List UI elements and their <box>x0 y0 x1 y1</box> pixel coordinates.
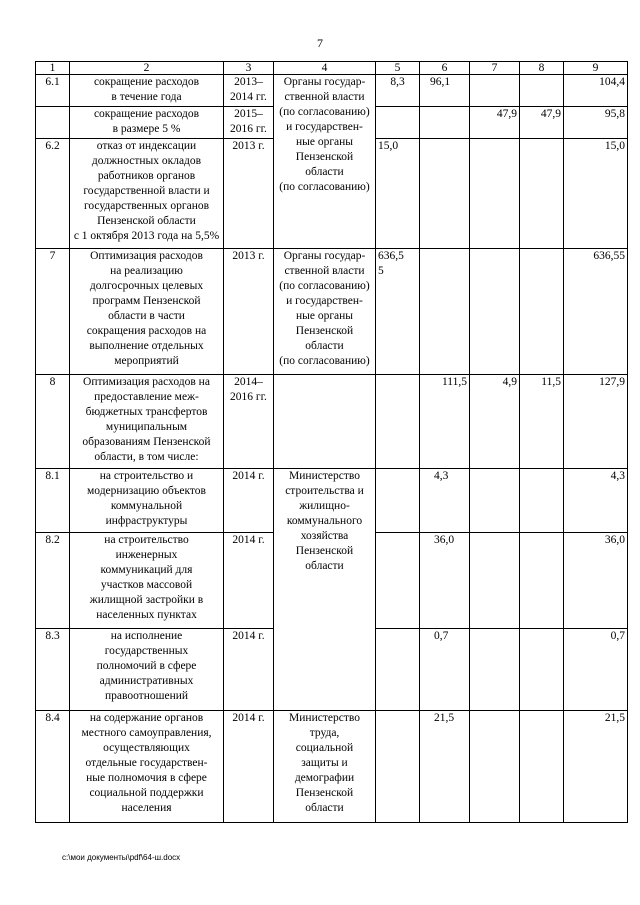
responsible-executor: Министерство труда, социальной защиты и демографии Пензенской области <box>274 711 376 823</box>
measure-description: сокращение расходов в размере 5 % <box>70 107 224 139</box>
value-total: 0,7 <box>564 629 628 711</box>
value-col5: 15,0 <box>376 139 420 249</box>
value-col6 <box>420 139 470 249</box>
period: 2014 г. <box>224 469 274 533</box>
header-cell: 5 <box>376 62 420 75</box>
value-col7 <box>470 711 520 823</box>
value-col7 <box>470 533 520 629</box>
value-col5 <box>376 629 420 711</box>
measure-description: на строительство и модернизацию объектов коммунальной инфраструктуры <box>70 469 224 533</box>
value-col8 <box>520 75 564 107</box>
value-col8 <box>520 629 564 711</box>
value-total: 95,8 <box>564 107 628 139</box>
header-cell: 9 <box>564 62 628 75</box>
value-col5 <box>376 107 420 139</box>
value-col8 <box>520 469 564 533</box>
file-path-footer: c:\мои документы\pdf\64-ш.docx <box>62 853 181 862</box>
value-col8 <box>520 139 564 249</box>
value-col6: 36,0 <box>420 533 470 629</box>
measure-description: Оптимизация расходов на предоставление меж- бюджетных трансфертов муниципальным образованиям Пензенской области, в том числе: <box>70 375 224 469</box>
responsible-executor: Министерство строительства и жилищно- коммунального хозяйства Пензенской области <box>274 469 376 711</box>
value-col7 <box>470 139 520 249</box>
period: 2013 г. <box>224 139 274 249</box>
value-col6: 0,7 <box>420 629 470 711</box>
responsible-executor <box>274 375 376 469</box>
value-total: 104,4 <box>564 75 628 107</box>
value-col5 <box>376 711 420 823</box>
budget-table <box>35 61 628 823</box>
value-total: 36,0 <box>564 533 628 629</box>
value-col5: 8,3 <box>376 75 420 107</box>
responsible-executor: Органы государ- ственной власти (по согласованию) и государствен- ные органы Пензенской области (по согласованию) <box>274 75 376 249</box>
value-col7: 4,9 <box>470 375 520 469</box>
period: 2013– 2014 гг. <box>224 75 274 107</box>
value-col8 <box>520 711 564 823</box>
period: 2014 г. <box>224 533 274 629</box>
value-col6: 21,5 <box>420 711 470 823</box>
period: 2014 г. <box>224 629 274 711</box>
value-total: 15,0 <box>564 139 628 249</box>
header-cell: 7 <box>470 62 520 75</box>
measure-description: на строительство инженерных коммуникаций для участков массовой жилищной застройки в населенных пунктах <box>70 533 224 629</box>
table-row <box>36 469 628 533</box>
measure-description: отказ от индексации должностных окладов работников органов государственной власти и государственных органов Пензенской области с 1 октября 2013 года на 5,5% <box>70 139 224 249</box>
value-col6: 96,1 <box>420 75 470 107</box>
value-col7 <box>470 629 520 711</box>
value-col8: 47,9 <box>520 107 564 139</box>
row-number: 8.1 <box>36 469 70 533</box>
row-number: 8.2 <box>36 533 70 629</box>
value-col6: 4,3 <box>420 469 470 533</box>
period: 2015– 2016 гг. <box>224 107 274 139</box>
measure-description: Оптимизация расходов на реализацию долгосрочных целевых программ Пензенской области в части сокращения расходов на выполнение отдельных мероприятий <box>70 249 224 375</box>
value-col8 <box>520 533 564 629</box>
value-col5 <box>376 469 420 533</box>
header-cell: 4 <box>274 62 376 75</box>
header-row <box>36 62 628 75</box>
header-cell: 8 <box>520 62 564 75</box>
row-number: 6.1 <box>36 75 70 107</box>
value-col6 <box>420 107 470 139</box>
row-number: 8.3 <box>36 629 70 711</box>
value-col7 <box>470 249 520 375</box>
value-col6: 111,5 <box>420 375 470 469</box>
table-row <box>36 249 628 375</box>
value-col7 <box>470 469 520 533</box>
responsible-executor: Органы государ- ственной власти (по согласованию) и государствен- ные органы Пензенской области (по согласованию) <box>274 249 376 375</box>
value-col8 <box>520 249 564 375</box>
table-row <box>36 75 628 107</box>
header-cell: 3 <box>224 62 274 75</box>
value-total: 21,5 <box>564 711 628 823</box>
value-col5 <box>376 533 420 629</box>
value-col7: 47,9 <box>470 107 520 139</box>
table-row <box>36 711 628 823</box>
header-cell: 6 <box>420 62 470 75</box>
value-col6 <box>420 249 470 375</box>
header-cell: 1 <box>36 62 70 75</box>
period: 2014 г. <box>224 711 274 823</box>
value-col8: 11,5 <box>520 375 564 469</box>
value-total: 4,3 <box>564 469 628 533</box>
header-cell: 2 <box>70 62 224 75</box>
row-number: 6.2 <box>36 139 70 249</box>
value-col7 <box>470 75 520 107</box>
value-total: 127,9 <box>564 375 628 469</box>
table-row <box>36 375 628 469</box>
measure-description: сокращение расходов в течение года <box>70 75 224 107</box>
value-col5: 636,5 5 <box>376 249 420 375</box>
period: 2014– 2016 гг. <box>224 375 274 469</box>
period: 2013 г. <box>224 249 274 375</box>
row-number: 8 <box>36 375 70 469</box>
row-number: 8.4 <box>36 711 70 823</box>
row-number <box>36 107 70 139</box>
row-number: 7 <box>36 249 70 375</box>
value-total: 636,55 <box>564 249 628 375</box>
measure-description: на исполнение государственных полномочий в сфере административных правоотношений <box>70 629 224 711</box>
value-col5 <box>376 375 420 469</box>
page-number: 7 <box>317 36 323 50</box>
measure-description: на содержание органов местного самоуправления, осуществляющих отдельные государствен- ные полномочия в сфере социальной поддержки населения <box>70 711 224 823</box>
